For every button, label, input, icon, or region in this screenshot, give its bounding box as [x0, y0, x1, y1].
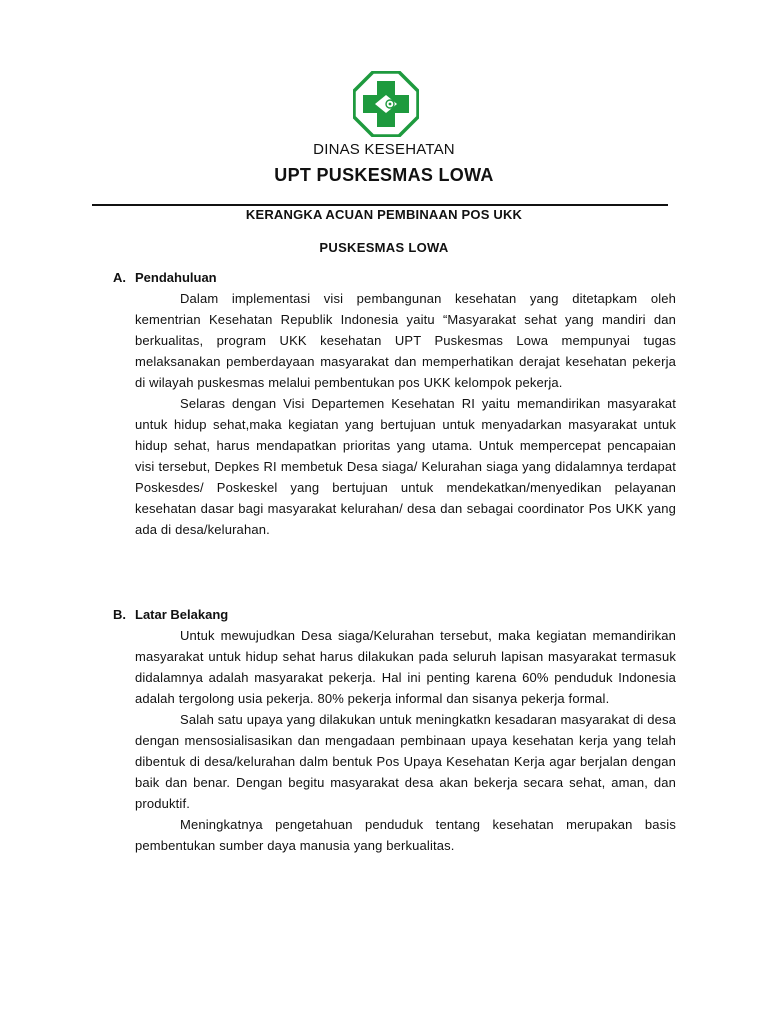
paragraph: Selaras dengan Visi Departemen Kesehatan RI yaitu memandirikan masyarakat untuk hidup sehat,maka kegiatan yang bertujuan untuk menyadarkan masyarakat untuk hidup sehat, harus mendapatkan prioritas yang utama. Untuk mempercepat pencapaian visi tersebut, Depkes RI membetuk Desa siaga/ Kelurahan siaga yang didalamnya terdapat Poskesdes/ Poskeskel yang bertujuan untuk mendekatkan/menyedikan pelayanan kesehatan dasar bagi masyarakat kelurahan/ desa dan sebagai coordinator Pos UKK yang ada di desa/kelurahan.	[135, 396, 676, 537]
organization-name: UPT PUSKESMAS LOWA	[274, 165, 494, 185]
section-pendahuluan	[113, 268, 678, 540]
section-heading	[113, 605, 678, 625]
health-cross-logo-icon	[353, 71, 419, 137]
section-title: Latar Belakang	[135, 607, 229, 622]
section-heading	[113, 268, 678, 288]
document-subtitle: PUSKESMAS LOWA	[319, 240, 449, 255]
document-title: KERANGKA ACUAN PEMBINAAN POS UKK	[245, 207, 523, 222]
paragraph: Meningkatnya pengetahuan penduduk tentang kesehatan merupakan basis pembentukan sumber daya manusia yang berkualitas.	[135, 817, 676, 853]
section-latar-belakang	[113, 605, 678, 856]
agency-name: DINAS KESEHATAN	[313, 141, 455, 158]
section-letter: B.	[113, 607, 126, 622]
section-title: Pendahuluan	[135, 270, 217, 285]
paragraph: Untuk mewujudkan Desa siaga/Kelurahan tersebut, maka kegiatan memandirikan masyarakat untuk hidup sehat harus dilakukan pada seluruh lapisan masyarakat termasuk didalamnya adalah masyarakat pekerja. Hal ini penting karena 60% penduduk Indonesia adalah tergolong usia pekerja. 80% pekerja informal dan sisanya pekerja formal.	[135, 628, 676, 706]
section-letter: A.	[113, 270, 126, 285]
header-divider	[92, 204, 668, 206]
paragraph: Dalam implementasi visi pembangunan kesehatan yang ditetapkam oleh kementrian Kesehatan Republik Indonesia yaitu “Masyarakat sehat yang mandiri dan berkualitas, program UKK kesehatan UPT Puskesmas Lowa mempunyai tugas melaksanakan pemberdayaan masyarakat dan memperhatikan derajat kesehatan pekerja di wilayah puskesmas melalui pembentukan pos UKK kelompok pekerja.	[135, 291, 676, 390]
paragraph: Salah satu upaya yang dilakukan untuk meningkatkn kesadaran masyarakat di desa dengan mensosialisasikan dan mengadaan pembinaan upaya kesehatan kerja yang telah dibentuk di desa/kelurahan dalm bentuk Pos Upaya Kesehatan Kerja agar berjalan dengan baik dan benar. Dengan begitu masyarakat desa akan bekerja secara sehat, aman, dan produktif.	[135, 712, 676, 811]
